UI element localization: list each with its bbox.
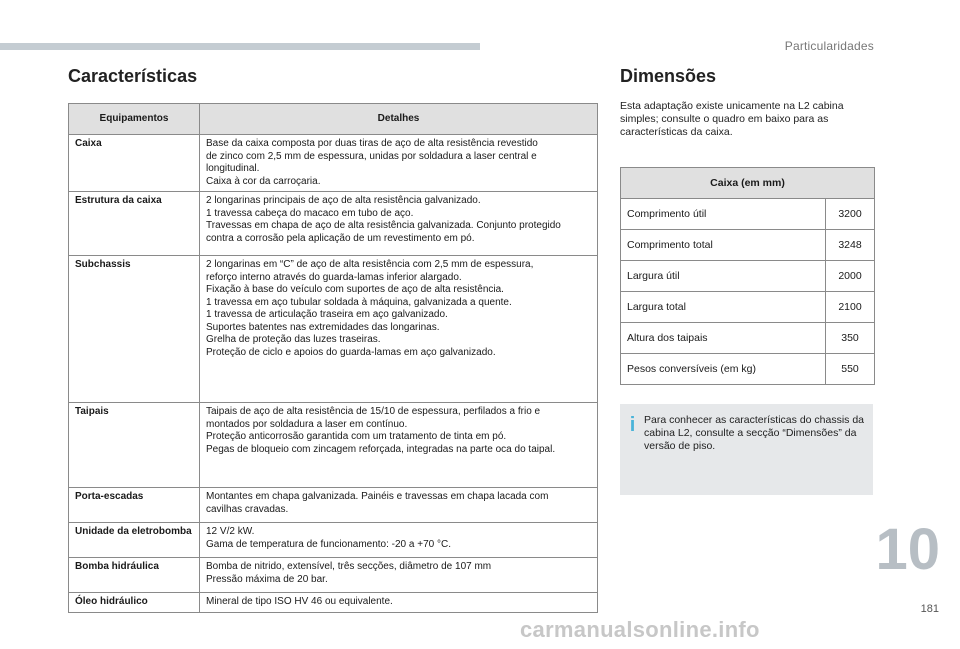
dim-value: 3200 [826,199,875,230]
detail-line: Caixa à cor da carroçaria. [206,175,321,187]
dim-label: Pesos conversíveis (em kg) [621,354,826,385]
equipment-name: Óleo hidráulico [69,593,200,613]
table-row [69,488,598,523]
chapter-number: 10 [875,517,940,582]
detail-line: Travessas em chapa de aço de alta resistência galvanizada. Conjunto protegido [206,220,561,231]
dim-value: 550 [826,354,875,385]
detail-line: Gama de temperatura de funcionamento: -20 a +70 °C. [206,538,451,550]
header-bar [0,43,480,50]
table-row [69,256,598,403]
table-row [69,593,598,613]
detail-line: Suportes batentes nas extremidades das longarinas. [206,321,440,333]
detail-line: 12 V/2 kW. [206,526,255,537]
info-box [620,404,873,495]
table-row [69,135,598,192]
detail-line: Pegas de bloqueio com zincagem reforçada, integradas na parte oca do taipal. [206,443,556,455]
dim-row [621,292,875,323]
equipment-details [200,558,598,593]
column-header-details: Detalhes [200,104,598,135]
detail-line: cavilhas cravadas. [206,503,289,515]
dimensions-title: Dimensões [620,66,717,86]
dim-row [621,199,875,230]
detail-line: Taipais de aço de alta resistência de 15/10 de espessura, perfilados a frio e [206,406,541,417]
detail-line: contra a corrosão pela aplicação de um revestimento em pó. [206,232,475,244]
info-icon: i [629,414,636,436]
table-header-row [69,104,598,135]
table-row [69,558,598,593]
characteristics-title: Características [68,66,198,86]
equipment-details [200,135,598,192]
dim-value: 350 [826,323,875,354]
detail-line: 2 longarinas em “C” de aço de alta resistência com 2,5 mm de espessura, [206,259,534,270]
detail-line: 1 travessa em aço tubular soldada à máquina, galvanizada a quente. [206,296,512,308]
table-row [69,523,598,558]
characteristics-table [68,103,598,613]
equipment-name: Bomba hidráulica [69,558,200,593]
dim-label: Comprimento total [621,230,826,261]
equipment-name: Porta-escadas [69,488,200,523]
dim-row [621,230,875,261]
equipment-details [200,192,598,256]
dim-label: Altura dos taipais [621,323,826,354]
equipment-details [200,488,598,523]
dim-header: Caixa (em mm) [621,168,875,199]
detail-line: 1 travessa de articulação traseira em aço galvanizado. [206,309,448,320]
detail-line: 1 travessa cabeça do macaco em tubo de aço. [206,207,414,219]
page-number: 181 [920,603,939,615]
table-row [69,192,598,256]
info-text: Para conhecer as características do chassis da cabina L2, consulte a secção “Dimensões” da versão de piso. [644,414,865,452]
detail-line: longitudinal. [206,163,260,174]
detail-line: Proteção de ciclo e apoios do guarda-lamas em aço galvanizado. [206,346,496,358]
detail-line: 2 longarinas principais de aço de alta resistência galvanizado. [206,195,481,206]
detail-line: Fixação à base do veículo com suportes de aço de alta resistência. [206,284,504,295]
equipment-name: Taipais [69,403,200,488]
section-label: Particularidades [784,39,874,53]
dim-value: 2000 [826,261,875,292]
detail-line: reforço interno através do guarda-lamas inferior alargado. [206,271,462,283]
watermark: carmanualsonline.info [520,617,760,642]
detail-line: Montantes em chapa galvanizada. Painéis e travessas em chapa lacada com [206,491,549,502]
dim-row [621,354,875,385]
equipment-details [200,403,598,488]
dimensions-table [620,167,875,385]
dim-row [621,323,875,354]
detail-line: Pressão máxima de 20 bar. [206,573,328,585]
dim-header-row [621,168,875,199]
detail-line: montados por soldadura a laser em contínuo. [206,418,408,430]
dim-label: Comprimento útil [621,199,826,230]
detail-line: Proteção anticorrosão garantida com um tratamento de tinta em pó. [206,431,507,442]
equipment-name: Subchassis [69,256,200,403]
detail-line: Bomba de nitrido, extensível, três secções, diâmetro de 107 mm [206,561,492,572]
table-row [69,403,598,488]
equipment-details [200,256,598,403]
detail-line: Base da caixa composta por duas tiras de aço de alta resistência revestido [206,138,538,149]
dimensions-intro: Esta adaptação existe unicamente na L2 cabina simples; consulte o quadro em baixo para as características da caixa. [620,100,844,138]
equipment-name: Caixa [69,135,200,192]
dim-label: Largura total [621,292,826,323]
detail-line: Mineral de tipo ISO HV 46 ou equivalente. [206,596,393,607]
equipment-details [200,523,598,558]
column-header-equipment: Equipamentos [69,104,200,135]
equipment-name: Estrutura da caixa [69,192,200,256]
equipment-name: Unidade da eletrobomba [69,523,200,558]
equipment-details [200,593,598,613]
dim-label: Largura útil [621,261,826,292]
dim-value: 3248 [826,230,875,261]
detail-line: de zinco com 2,5 mm de espessura, unidas por soldadura a laser central e [206,150,537,162]
dim-value: 2100 [826,292,875,323]
detail-line: Grelha de proteção das luzes traseiras. [206,334,381,345]
dim-row [621,261,875,292]
